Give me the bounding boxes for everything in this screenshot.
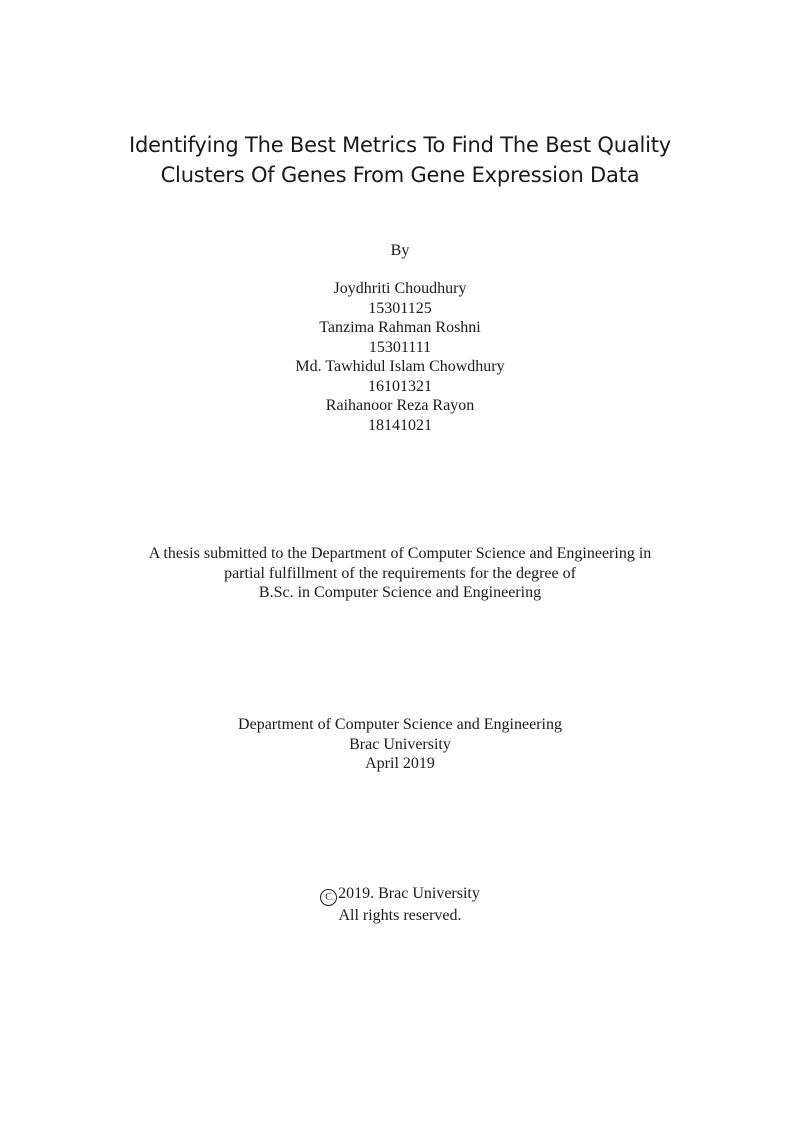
author-id: 18141021 (368, 416, 432, 434)
author-name: Joydhriti Choudhury (333, 280, 467, 297)
author-list (0, 279, 800, 435)
copyright-text: 2019. Brac University (338, 885, 480, 902)
statement-line-3: B.Sc. in Computer Science and Engineering (258, 584, 542, 601)
statement-line-1: A thesis submitted to the Department of Computer Science and Engineering in (148, 545, 652, 562)
submission-statement (0, 544, 800, 603)
thesis-title-line-1: Identifying The Best Metrics To Find The Best Quality (128, 133, 672, 157)
rights-reserved: All rights reserved. (338, 907, 462, 924)
author-id: 16101321 (368, 377, 432, 395)
author-name: Raihanoor Reza Rayon (325, 397, 475, 414)
copyright-notice (0, 884, 800, 926)
by-section (0, 240, 800, 261)
university-name: Brac University (349, 735, 451, 753)
author-name: Tanzima Rahman Roshni (319, 319, 481, 336)
author-id: 15301111 (368, 338, 432, 356)
submission-date: April 2019 (365, 755, 435, 772)
copyright-icon: C (320, 889, 337, 906)
copyright-line (0, 884, 800, 906)
department-name: Department of Computer Science and Engineering (238, 716, 562, 733)
author-name: Md. Tawhidul Islam Chowdhury (295, 358, 505, 375)
thesis-title (0, 130, 800, 190)
statement-line-2: partial fulfillment of the requirements for the degree of (224, 564, 576, 582)
affiliation (0, 715, 800, 774)
thesis-title-line-2: Clusters Of Genes From Gene Expression Data (160, 163, 640, 187)
author-id: 15301125 (368, 299, 432, 317)
by-label: By (390, 242, 410, 259)
